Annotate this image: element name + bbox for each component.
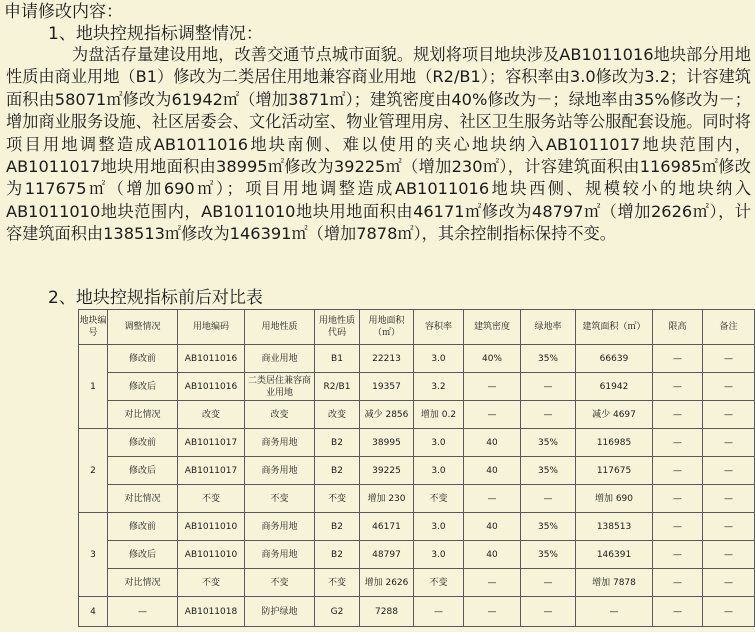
table-cell: — — [703, 373, 755, 401]
table-cell: B2 — [315, 429, 360, 457]
table-cell: — — [653, 429, 703, 457]
table-cell: 对比情况 — [108, 401, 178, 429]
table-cell: B2 — [315, 541, 360, 569]
table-cell: 不变 — [178, 485, 245, 513]
table-cell: AB1011010 — [178, 513, 245, 541]
table-cell: 61942 — [576, 373, 653, 401]
table-cell: 不变 — [414, 569, 464, 597]
table-cell: G2 — [315, 597, 360, 627]
table-cell: 40% — [464, 345, 521, 373]
parcel-id-cell: 1 — [79, 345, 108, 429]
table-cell: — — [653, 373, 703, 401]
table-cell: — — [521, 569, 576, 597]
table-cell: 二类居住兼容商业用地 — [245, 373, 315, 401]
table-cell: 商务用地 — [245, 429, 315, 457]
table-cell: 增加 0.2 — [414, 401, 464, 429]
table-cell: 35% — [521, 457, 576, 485]
table-cell: — — [703, 569, 755, 597]
table-cell: — — [653, 597, 703, 627]
header-cell: 用地编码 — [178, 310, 245, 345]
table-cell: 40 — [464, 429, 521, 457]
table-cell: 不变 — [414, 485, 464, 513]
table-cell: — — [464, 597, 521, 627]
table-cell: 对比情况 — [108, 569, 178, 597]
table-cell: — — [653, 569, 703, 597]
table-cell: — — [464, 373, 521, 401]
table-cell: — — [521, 597, 576, 627]
table-cell: 修改前 — [108, 345, 178, 373]
header-cell: 用地性质代码 — [315, 310, 360, 345]
table-cell: 商业用地 — [245, 345, 315, 373]
table-row — [79, 541, 755, 569]
table-cell: 商务用地 — [245, 513, 315, 541]
table-cell: 修改后 — [108, 457, 178, 485]
table-row — [79, 597, 755, 627]
table-cell: 116985 — [576, 429, 653, 457]
section-2-heading: 2、地块控规指标前后对比表 — [48, 288, 263, 308]
header-cell: 用地面积（㎡） — [360, 310, 414, 345]
table-cell: — — [653, 513, 703, 541]
table-row — [79, 401, 755, 429]
table-cell: 35% — [521, 513, 576, 541]
table-cell: 3.0 — [414, 541, 464, 569]
table-cell: — — [653, 541, 703, 569]
page-title: 申请修改内容： — [4, 2, 123, 22]
table-cell: 增加 230 — [360, 485, 414, 513]
table-cell: — — [703, 513, 755, 541]
header-cell: 限高 — [653, 310, 703, 345]
table-cell: 138513 — [576, 513, 653, 541]
table-cell: — — [703, 429, 755, 457]
table-cell: 35% — [521, 345, 576, 373]
table-cell: 商务用地 — [245, 457, 315, 485]
table-cell: — — [653, 401, 703, 429]
table-cell: 防护绿地 — [245, 597, 315, 627]
header-cell: 用地性质 — [245, 310, 315, 345]
table-cell: 40 — [464, 457, 521, 485]
section-1-heading: 1、地块控规指标调整情况： — [48, 24, 263, 44]
table-cell: 增加 2626 — [360, 569, 414, 597]
table-cell: B1 — [315, 345, 360, 373]
table-row — [79, 345, 755, 373]
table-cell: 不变 — [245, 485, 315, 513]
adjustment-paragraph — [6, 44, 751, 246]
table-cell: 不变 — [315, 485, 360, 513]
table-cell: 不变 — [178, 569, 245, 597]
table-cell: 40 — [464, 513, 521, 541]
table-row — [79, 429, 755, 457]
table-cell: — — [653, 345, 703, 373]
table-cell: 改变 — [178, 401, 245, 429]
table-cell: 39225 — [360, 457, 414, 485]
table-cell: AB1011016 — [178, 373, 245, 401]
table-cell: 减少 4697 — [576, 401, 653, 429]
header-cell: 建筑面积（㎡） — [576, 310, 653, 345]
header-cell: 调整情况 — [108, 310, 178, 345]
table-cell: — — [414, 597, 464, 627]
table-cell: 增加 7878 — [576, 569, 653, 597]
table-cell: — — [703, 345, 755, 373]
table-cell: — — [521, 373, 576, 401]
table-cell: 35% — [521, 429, 576, 457]
table-cell: AB1011017 — [178, 429, 245, 457]
header-cell: 容积率 — [414, 310, 464, 345]
table-cell: — — [464, 401, 521, 429]
table-cell: — — [521, 485, 576, 513]
table-cell: 117675 — [576, 457, 653, 485]
parcel-id-cell: 3 — [79, 513, 108, 597]
table-cell: 对比情况 — [108, 485, 178, 513]
table-cell: 减少 2856 — [360, 401, 414, 429]
table-body — [79, 345, 755, 627]
table-header-row — [79, 310, 755, 345]
table-cell: 7288 — [360, 597, 414, 627]
table-cell: B2 — [315, 457, 360, 485]
parcel-id-cell: 4 — [79, 597, 108, 627]
paragraph-text: 为盘活存量建设用地，改善交通节点城市面貌。规划将项目地块涉及AB1011016地块部分用地性质由商业用地（B1）修改为二类居住用地兼容商业用地（R2/B1）；容积率由3.0修改为3.2；计容建筑面积由58071㎡修改为61942㎡（增加3871㎡）；建筑密度由40%修改为－；绿地率由35%修改为－；增加商业服务设施、社区居委会、文化活动室、物业管理用房、社区卫生服务站等公服配套设施。同时将项目用地调整造成AB1011016地块南侧、难以使用的夹心地块纳入AB1011017地块范围内，AB1011017地块用地面积由38995㎡修改为39225㎡（增加230㎡），计容建筑面积由116985㎡修改为117675㎡（增加690㎡）；项目用地调整造成AB1011016地块西侧、规模较小的地块纳入AB1011010地块范围内，AB1011010地块用地面积由46171㎡修改为48797㎡（增加2626㎡），计容建筑面积由138513㎡修改为146391㎡（增加7878㎡），其余控制指标保持不变。 — [6, 45, 751, 244]
comparison-table — [78, 309, 755, 627]
table-cell: R2/B1 — [315, 373, 360, 401]
table-cell: — — [108, 597, 178, 627]
table-cell: 40 — [464, 541, 521, 569]
table-cell: 3.0 — [414, 429, 464, 457]
table-cell: 增加 690 — [576, 485, 653, 513]
table-cell: — — [464, 485, 521, 513]
table-cell: 3.0 — [414, 513, 464, 541]
table-cell: AB1011010 — [178, 541, 245, 569]
table-cell: 35% — [521, 541, 576, 569]
table-cell: 22213 — [360, 345, 414, 373]
table-cell: — — [703, 457, 755, 485]
table-cell: 修改前 — [108, 513, 178, 541]
table-cell: AB1011018 — [178, 597, 245, 627]
header-cell: 备注 — [703, 310, 755, 345]
table-row — [79, 485, 755, 513]
table-cell: 3.2 — [414, 373, 464, 401]
table-cell: 商务用地 — [245, 541, 315, 569]
table-row — [79, 457, 755, 485]
table-cell: — — [576, 597, 653, 627]
header-cell: 绿地率 — [521, 310, 576, 345]
table-cell: — — [464, 569, 521, 597]
table-cell: 146391 — [576, 541, 653, 569]
table-cell: 19357 — [360, 373, 414, 401]
table-cell: — — [703, 485, 755, 513]
table-cell: — — [703, 597, 755, 627]
table-cell: 3.0 — [414, 457, 464, 485]
table-cell: — — [521, 401, 576, 429]
table-row — [79, 513, 755, 541]
table-cell: B2 — [315, 513, 360, 541]
table-cell: 改变 — [245, 401, 315, 429]
table-cell: — — [653, 485, 703, 513]
table-cell: 3.0 — [414, 345, 464, 373]
table-cell: 修改后 — [108, 373, 178, 401]
header-cell: 地块编号 — [79, 310, 108, 345]
table-cell: AB1011017 — [178, 457, 245, 485]
table-cell: AB1011016 — [178, 345, 245, 373]
table-cell: 38995 — [360, 429, 414, 457]
table-cell: 48797 — [360, 541, 414, 569]
table-cell: 不变 — [315, 569, 360, 597]
parcel-id-cell: 2 — [79, 429, 108, 513]
table-cell: 修改后 — [108, 541, 178, 569]
header-cell: 建筑密度 — [464, 310, 521, 345]
table-cell: — — [703, 401, 755, 429]
table-cell: — — [653, 457, 703, 485]
table-cell: 46171 — [360, 513, 414, 541]
table-cell: — — [703, 541, 755, 569]
table-cell: 66639 — [576, 345, 653, 373]
table-row — [79, 569, 755, 597]
table-cell: 不变 — [245, 569, 315, 597]
table-cell: 改变 — [315, 401, 360, 429]
table-row — [79, 373, 755, 401]
table-cell: 修改前 — [108, 429, 178, 457]
